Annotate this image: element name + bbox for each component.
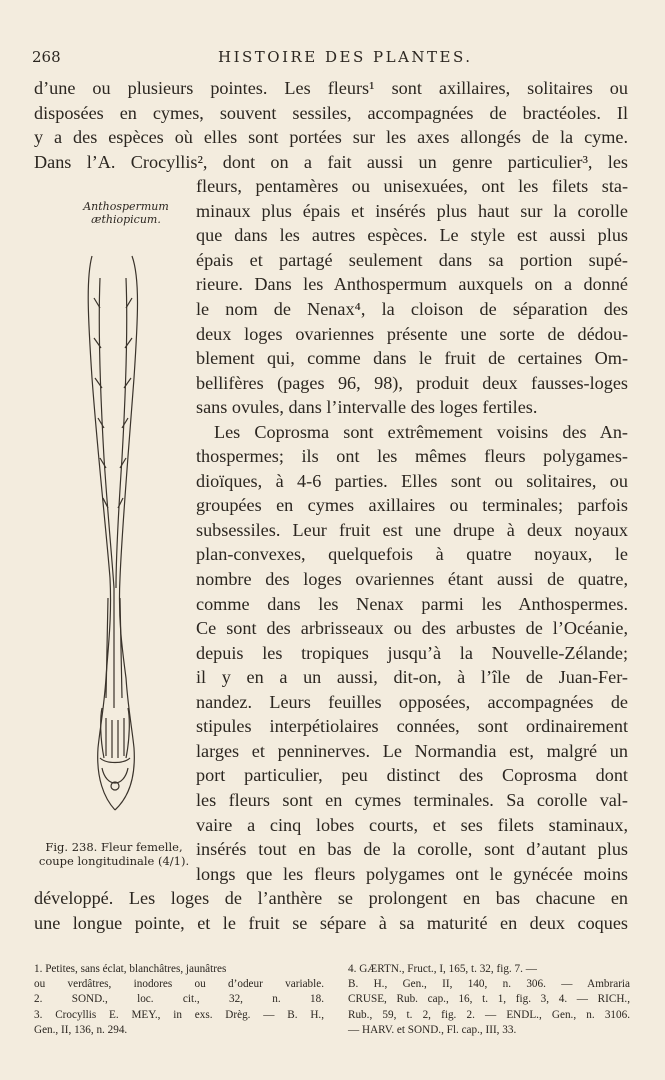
body-line: rieure. Dans les Anthospermum auxquels on a donné [196, 274, 628, 295]
body-line: vaire a cinq lobes courts, et ses filets staminaux, [196, 814, 628, 835]
running-title: HISTOIRE DES PLANTES. [218, 48, 473, 66]
body-line: que dans les autres espèces. Le style est aussi plus [196, 225, 628, 246]
footnote-line: 1. Petites, sans éclat, blanchâtres, jaunâtres [34, 963, 227, 975]
footnote-line: ou verdâtres, inodores ou d’odeur variable. [34, 978, 324, 991]
footnote-line: Gen., II, 136, n. 294. [34, 1023, 128, 1036]
body-line: dioïques, à 4-6 parties. Elles sont ou solitaires, ou [196, 470, 628, 491]
body-line: fleurs, pentamères ou unisexuées, ont les filets sta- [196, 176, 628, 197]
footnote-line: CRUSE, Rub. cap., 16, t. 1, fig. 3, 4. — RICH., [348, 993, 630, 1006]
body-line: groupées en cymes axillaires ou terminales; parfois [196, 495, 628, 516]
body-line: insérés tout en bas de la corolle, sont d’autant plus [196, 839, 628, 860]
flower-section-illustration [70, 238, 160, 828]
body-line: Ce sont des arbrisseaux ou des arbustes de l’Océanie, [196, 618, 628, 639]
body-line: plan-convexes, quelquefois à quatre noyaux, le [196, 544, 628, 565]
figure-caption-species: Anthospermum æthiopicum. [83, 200, 169, 226]
page-number: 268 [32, 48, 61, 66]
body-line: larges et penninerves. Le Normandia est, malgré un [196, 740, 628, 761]
body-line: stipules interpétiolaires connées, sont ordinairement [196, 716, 628, 737]
body-line: minaux plus épais et insérés plus haut sur la corolle [196, 200, 628, 221]
body-line: bellifères (pages 96, 98), produit deux fausses-loges [196, 372, 628, 393]
body-line: nandez. Leurs feuilles opposées, accompagnées de [196, 691, 628, 712]
footnote-line: — HARV. et SOND., Fl. cap., III, 33. [348, 1023, 517, 1036]
body-line: Dans l’A. Crocyllis², dont on a fait aussi un genre particulier³, les [34, 151, 628, 172]
body-line: Les Coprosma sont extrêmement voisins des An- [214, 421, 628, 442]
body-line: les fleurs sont en cymes terminales. Sa corolle val- [196, 789, 628, 810]
footnote-line: 3. Crocyllis E. MEY., in exs. Drèg. — B. H., [34, 1008, 324, 1021]
body-line: thospermes; ils ont les mêmes fleurs polygames- [196, 446, 628, 467]
body-line: disposées en cymes, souvent sessiles, accompagnées de bractéoles. Il [34, 102, 628, 123]
body-line: port particulier, peu distinct des Coprosma dont [196, 765, 628, 786]
body-line: y a des espèces où elles sont portées sur les axes allongés de la cyme. [34, 127, 628, 148]
footnote-line: 2. SOND., loc. cit., 32, n. 18. [34, 993, 324, 1006]
body-line: sans ovules, dans l’intervalle des loges fertiles. [196, 397, 538, 418]
body-line: une longue pointe, et le fruit se sépare à sa maturité en deux coques [34, 912, 628, 933]
body-line: épais et partagé seulement dans sa portion supé- [196, 249, 628, 270]
body-line: d’une ou plusieurs pointes. Les fleurs¹ sont axillaires, solitaires ou [34, 78, 628, 98]
figure-caption: Fig. 238. Fleur femelle, coupe longitudinale (4/1). [38, 840, 190, 868]
body-line: nombre des loges ovariennes étant aussi de quatre, [196, 569, 628, 589]
body-line: subsessiles. Leur fruit est une drupe à deux noyaux [196, 519, 628, 540]
body-line: deux loges ovariennes présente une sorte de dédou- [196, 323, 628, 344]
body-line: comme dans les Nenax parmi les Anthospermes. [196, 593, 628, 614]
body-line: il y en a un aussi, dit-on, à l’île de Juan-Fer- [196, 667, 628, 688]
footnote-line: 4. GÆRTN., Fruct., I, 165, t. 32, fig. 7. — [348, 963, 537, 975]
body-line: depuis les tropiques jusqu’à la Nouvelle-Zélande; [196, 642, 628, 663]
footnote-line: Rub., 59, t. 2, fig. 2. — ENDL., Gen., n. 3106. [348, 1008, 630, 1021]
body-line: blement qui, comme dans le fruit de certaines Om- [196, 348, 628, 369]
body-line: développé. Les loges de l’anthère se prolongent en bas chacune en [34, 888, 628, 909]
body-line: longs que les fleurs polygames ont le gynécée moins [196, 863, 628, 884]
footnote-line: B. H., Gen., II, 140, n. 306. — Ambraria [348, 978, 630, 991]
body-line: le nom de Nenax⁴, la cloison de séparation des [196, 298, 628, 319]
